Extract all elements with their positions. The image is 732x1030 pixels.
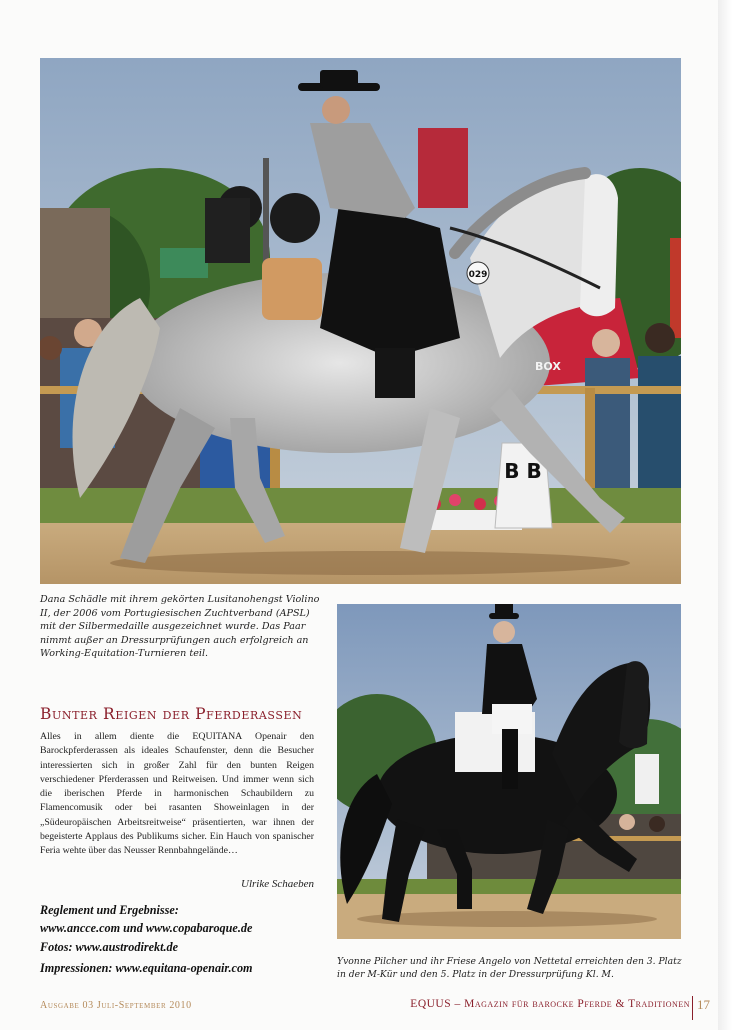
section-heading: Bunter Reigen der Pferderassen [40,705,303,723]
arena-marker-label: B B [504,459,542,483]
caption-bottom: Yvonne Pilcher und ihr Friese Angelo von Nettetal erreichten den 3. Platz in der M-Kür und den 5. Platz in der Dressurprüfung Kl. M. [337,956,682,980]
page-edge [718,0,732,1030]
photo-black-friesian [337,604,681,939]
footer-magazine-title: EQUUS – Magazin für barocke Pferde & Traditionen [410,998,690,1010]
photo-bottom-illustration [337,604,681,939]
footer-divider [692,996,693,1020]
photo-grey-horse-sidesaddle [40,58,681,584]
photo-top-illustration [40,58,681,584]
article-body: Alles in allem diente die EQUITANA Openair den Barockpferderassen als ideales Schaufenster, denn die Besucher interessierten sich in großer Zahl für den bunten Reigen verschiedener Pferderassen und Reitweisen. Und immer wenn sich die iberischen Pferde in harmonischen Schaubildern zu Flamencomusik oder bei rasanten Showeinlagen in der „Südeuropäischen Arbeitsreitweise“ präsentierten, war ihnen der begeisterte Applaus des Publikums sicher. Ein Hauch von spanischer Feria wehte über das Neusser Rennbahngelände… [40,731,314,857]
link-fotos[interactable]: Fotos: www.austrodirekt.de [40,940,179,954]
links-title: Reglement und Ergebnisse: [40,903,179,917]
caption-top: Dana Schädle mit ihrem gekörten Lusitanohengst Violino II, der 2006 vom Portugiesischen Zuchtverband (APSL) mit der Silbermedaille ausgezeichnet wurde. Das Paar nimmt außer an Dressurprüfungen auch erfolgreich an Working-Equitation-Turnieren teil. [40,594,320,660]
article-author: Ulrike Schaeben [241,878,314,890]
footer-issue: Ausgabe 03 Juli-September 2010 [40,1000,192,1011]
booth-sign: BOX [535,360,561,373]
link-impressionen[interactable]: Impressionen: www.equitana-openair.com [40,961,253,975]
link-reglement[interactable]: www.ancce.com und www.copabaroque.de [40,921,253,935]
horse-number-tag: 029 [468,270,488,280]
page-number: 17 [697,997,710,1012]
